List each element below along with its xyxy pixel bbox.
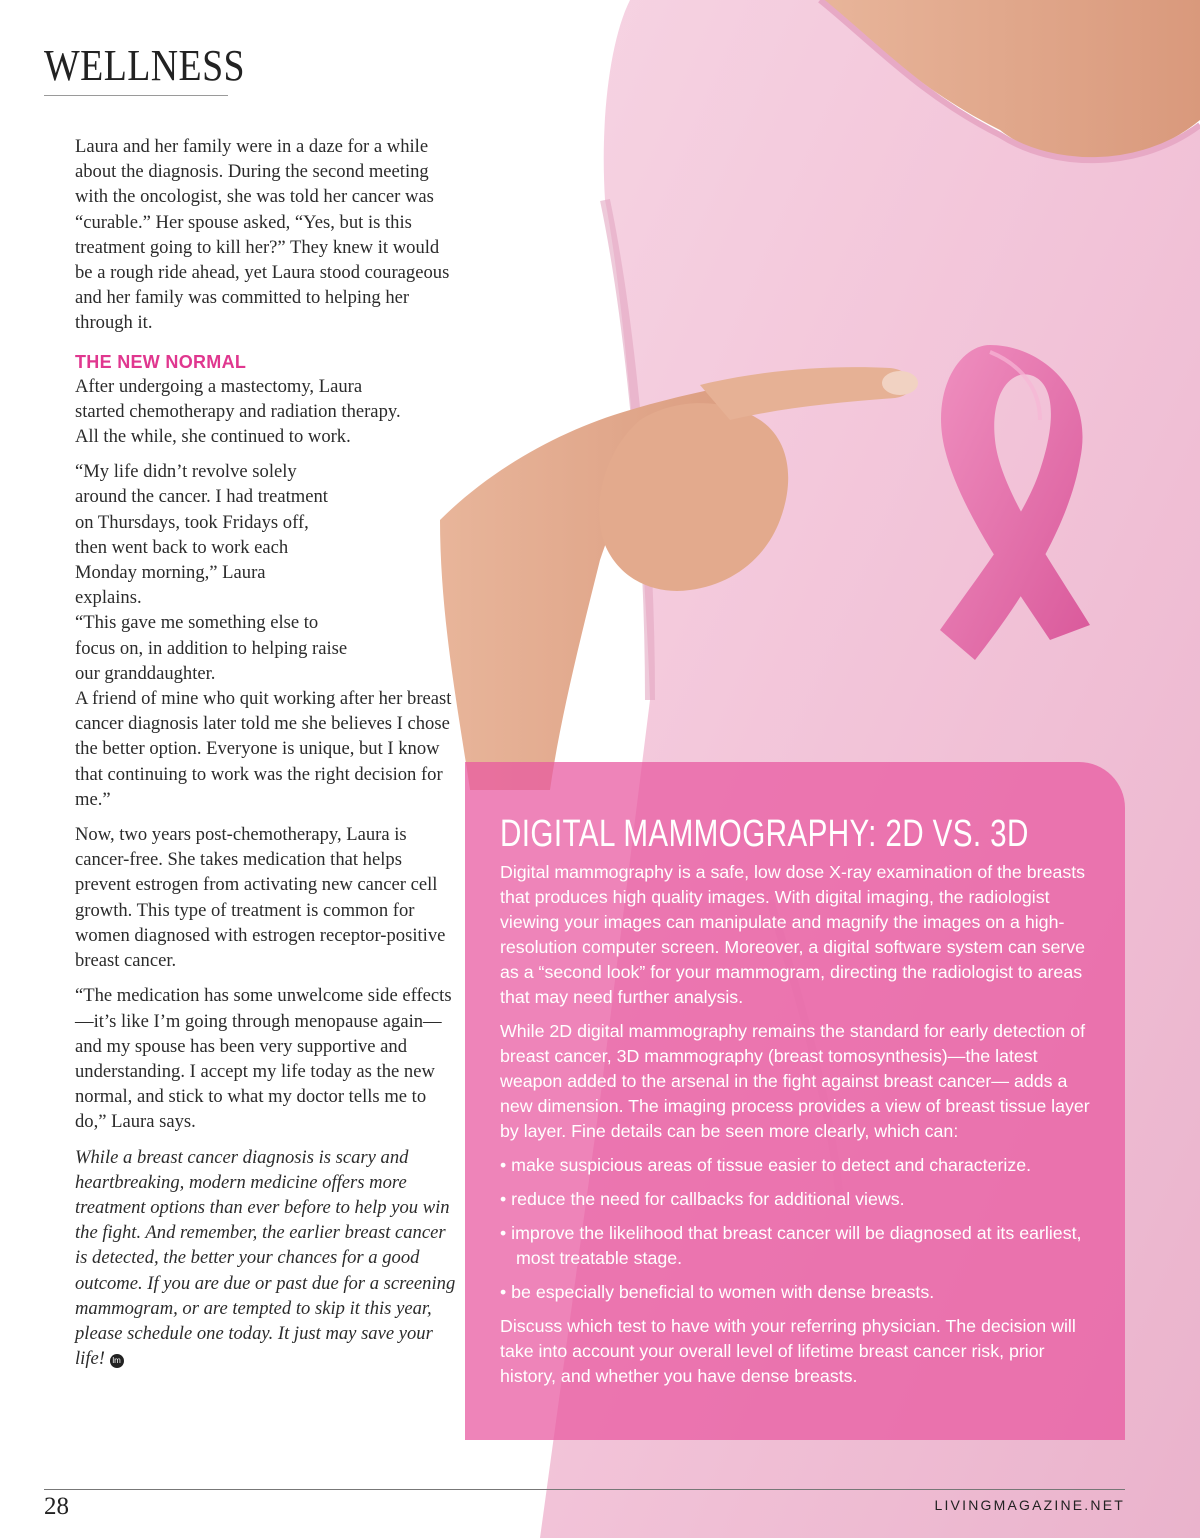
section-title-rule bbox=[44, 95, 228, 96]
article-closing bbox=[75, 1145, 460, 1372]
site-url: LIVINGMAGAZINE.NET bbox=[934, 1497, 1125, 1513]
article-subhead: THE NEW NORMAL bbox=[75, 351, 247, 372]
sidebar-bullet-list bbox=[500, 1153, 1103, 1305]
article-paragraph-1: Laura and her family were in a daze for a while about the diagnosis. During the second meeting with the oncologist, she was told her cancer was “curable.” Her spouse asked, “Yes, but is this treatment going to kill her?” They knew it would be a rough ride ahead, yet Laura stood courageous and her family was committed to helping her through it. bbox=[75, 136, 450, 334]
footer-rule bbox=[44, 1489, 1125, 1490]
article-column bbox=[75, 134, 460, 1381]
article-paragraph-4: Now, two years post-chemotherapy, Laura is cancer-free. She takes medication that helps prevent estrogen from activating new cancer cell growth. This type of treatment is common for women diagnosed with estrogen receptor-positive breast cancer. bbox=[75, 824, 446, 972]
page-number: 28 bbox=[44, 1493, 69, 1520]
end-mark-icon: lm bbox=[110, 1354, 124, 1368]
quote-part-1: “My life didn’t revolve solely around the cancer. I had treatment on Thursdays, took Fridays off, then went back to work each Monday morning,” Laura explains. bbox=[75, 461, 328, 609]
sidebar-bullet: • be especially beneficial to women with dense breasts. bbox=[500, 1282, 935, 1302]
sidebar-bullet: • reduce the need for callbacks for additional views. bbox=[500, 1189, 905, 1209]
article-paragraph-3 bbox=[75, 459, 460, 812]
article-paragraph-5: “The medication has some unwelcome side effects—it’s like I’m going through menopause again—and my spouse has been very supportive and understanding. I accept my life today as the new normal, and stick to what my doctor tells me to do,” Laura says. bbox=[75, 985, 452, 1133]
fingernail bbox=[882, 371, 918, 395]
quote-part-2: “This gave me something else to focus on, in addition to helping raise our granddaughter. bbox=[75, 612, 348, 684]
sidebar-paragraph-1: Digital mammography is a safe, low dose X-ray examination of the breasts that produces high quality images. With digital imaging, the radiologist viewing your images can manipulate and magnify the images on a high-resolution computer screen. Moreover, a digital software system can serve as a “second look” for your mammogram, directing the radiologist to areas that may need further analysis. bbox=[500, 862, 1086, 1007]
article-paragraph-2: After undergoing a mastectomy, Laura started chemotherapy and radiation therapy. All the while, she continued to work. bbox=[75, 375, 401, 448]
section-title: WELLNESS bbox=[44, 41, 246, 90]
sidebar-title: DIGITAL MAMMOGRAPHY: 2D VS. 3D bbox=[500, 813, 1029, 855]
closing-text: While a breast cancer diagnosis is scary and heartbreaking, modern medicine offers more treatment options than ever before to help you win the fight. And remember, the earlier breast cancer is detected, the better your chances for a good outcome. If you are due or past due for a screening mammogram, or are tempted to skip it this year, please schedule one today. It just may save your life! bbox=[75, 1146, 456, 1370]
sidebar-bullet: • make suspicious areas of tissue easier to detect and characterize. bbox=[500, 1155, 1032, 1175]
sidebar-paragraph-3: Discuss which test to have with your referring physician. The decision will take into account your overall level of lifetime breast cancer risk, prior history, and whether you have dense breasts. bbox=[500, 1316, 1076, 1386]
quote-part-3: A friend of mine who quit working after her breast cancer diagnosis later told me she believes I chose the better option. Everyone is unique, but I know that continuing to work was the right decision for me.” bbox=[75, 688, 452, 810]
sidebar-bullet: • improve the likelihood that breast cancer will be diagnosed at its earliest, most treatable stage. bbox=[500, 1223, 1082, 1268]
sidebar-paragraph-2: While 2D digital mammography remains the standard for early detection of breast cancer, 3D mammography (breast tomosynthesis)—the latest weapon added to the arsenal in the fight against breast cancer— adds a new dimension. The imaging process provides a view of breast tissue layer by layer. Fine details can be seen more clearly, which can: bbox=[500, 1021, 1090, 1141]
mammography-sidebar bbox=[465, 762, 1125, 1440]
